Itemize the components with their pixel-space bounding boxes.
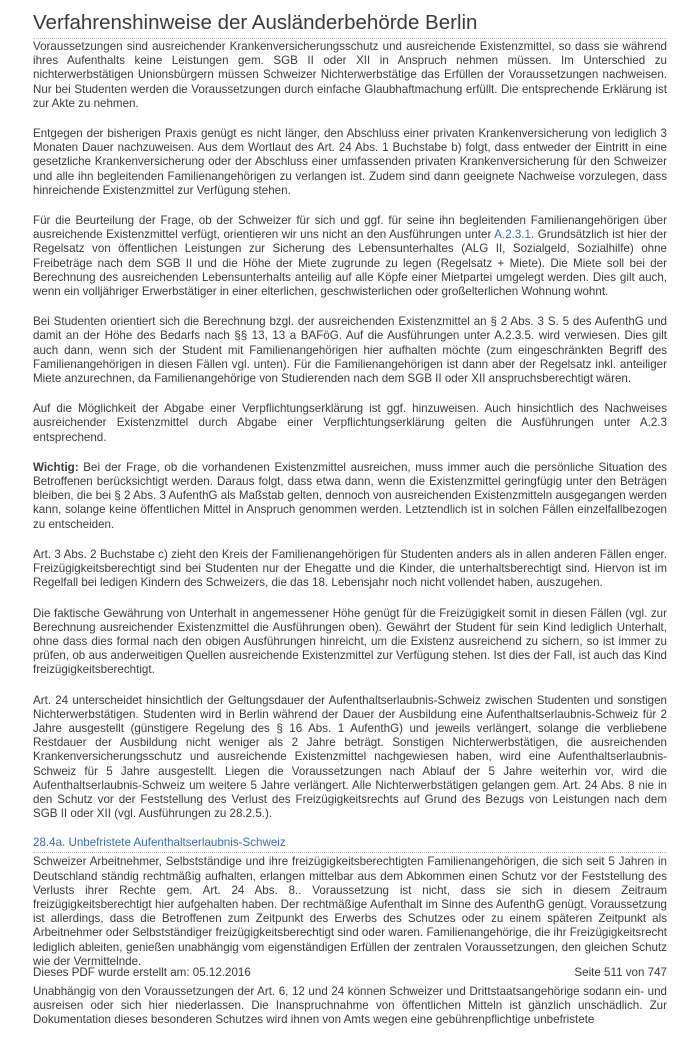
paragraph-students: Bei Studenten orientiert sich die Berechnung bzgl. der ausreichenden Existenzmittel an § 2 Abs. 3 S. 5 des AufenthG und damit an der Höhe des Bedarfs nach §§ 13, 13 a BAFöG. Auf die Ausführungen unter A.2.3.5. wird verwiesen. Dies gilt auch dann, wenn sich der Student mit Familienangehörigen hier aufhalten möchte (zum eingeschränkten Begriff des Familienangehörigen in diesen Fällen vgl. unten). Für die Familienangehörigen ist dann aber der Regelsatz inkl. anteiliger Miete anzurechnen, da Familienangehörige von Studierenden nach dem SGB II oder XII anspruchsberechtigt wären. [33,315,667,386]
paragraph-important [33,461,667,532]
paragraph-independent: Unabhängig von den Voraussetzungen der Art. 6, 12 und 24 können Schweizer und Drittstaatsangehörige sodann ein- und ausreisen oder sich hier niederlassen. Die Inanspruchnahme von öffentlichen Mitteln ist gänzlich unschädlich. Zur Dokumentation dieses besonderen Schutzes wird ihnen von Amts wegen eine gebührenpflichtige unbefristete [33,984,667,1027]
footer-created-date: Dieses PDF wurde erstellt am: 05.12.2016 [33,966,251,979]
paragraph-text: Bei der Frage, ob die vorhandenen Existenzmittel ausreichen, muss immer auch die persönliche Situation des Betroffenen berücksichtigt werden. Daraus folgt, dass etwa dann, wenn die Existenzmittel geringfügig unter den Beträgen bleiben, die bei § 2 Abs. 3 AufenthG als Maßstab gelten, dennoch von ausreichenden Existenzmitteln ausgegangen werden kann, solange keine öffentlichen Mittel in Anspruch genommen werden. Letztendlich ist in solchen Fällen einzelfallbezogen zu entscheiden. [33,460,667,531]
section-divider [33,852,667,853]
paragraph-validity: Art. 24 unterscheidet hinsichtlich der Geltungsdauer der Aufenthaltserlaubnis-Schweiz zwischen Studenten und sonstigen Nichterwerbstätigen. Studenten wird in Berlin während der Dauer der Ausbildung eine Aufenthaltserlaubnis-Schweiz für 2 Jahre ausgestellt (günstigere Regelung des § 16 Abs. 1 AufenthG) und jeweils verlängert, solange die verbliebene Restdauer der Ausbildung nicht weniger als 2 Jahre beträgt. Sonstigen Nichterwerbstätigen, die ausreichenden Krankenversicherungsschutz und ausreichende Existenzmittel nachgewiesen haben, wird eine Aufenthaltserlaubnis-Schweiz für 5 Jahre ausgestellt. Liegen die Voraussetzungen nach Ablauf der 5 Jahre weiterhin vor, wird die Aufenthaltserlaubnis-Schweiz um weitere 5 Jahre verlängert. Alle Nichterwerbstätigen gelangen gem. Art. 24 Abs. 8 nie in den Schutz vor der Feststellung des Verlust des Freizügigkeitsrechts auf Grund des Bezugs von Leistungen nach dem SGB II oder XII (vgl. Ausführungen zu 28.2.5.). [33,693,667,821]
paragraph-subsistence [33,214,667,299]
paragraph-requirements: Voraussetzungen sind ausreichender Krankenversicherungsschutz und ausreichende Existenzmittel, so dass sie während ihres Aufenthalts keine Leistungen gem. SGB II oder XII in Anspruch nehmen müssen. Im Unterschied zu nichterwerbstätigen Unionsbürgern müssen Schweizer Nichterwerbstätige das Erfüllen der Voraussetzungen nachweisen. Nur bei Studenten werden die Voraussetzungen durch einfache Glaubhaftmachung erfüllt. Die entsprechende Erklärung ist zur Akte zu nehmen. [33,40,667,110]
important-label: Wichtig: [33,460,79,474]
paragraph-unlimited-permit: Schweizer Arbeitnehmer, Selbstständige und ihre freizügigkeitsberechtigten Familienangehörigen, die sich seit 5 Jahren in Deutschland ständig rechtmäßig aufhalten, erlangen mittelbar aus dem Abkommen einen Schutz vor der Feststellung des Verlusts ihrer Rechte gem. Art. 24 Abs. 8.. Voraussetzung ist nicht, dass sie sich in diesem Zeitraum freizügigkeitsberechtigt hier aufgehalten haben. Der rechtmäßige Aufenthalt im Sinne des AufenthG genügt. Voraussetzung ist allerdings, dass die Betroffenen zum Zeitpunkt des Erwerbs des Schutzes oder zu einem späteren Zeitpunkt als Arbeitnehmer oder Selbstständiger freizügigkeitsberechtigt sind oder waren. Familienangehörige, die ihr Freizügigkeitsrecht lediglich ableiten, genießen unabhängig vom eigenständigen Erfüllen der zentralen Voraussetzungen, den gleichen Schutz wie der Vermittelnde. [33,855,667,968]
paragraph-maintenance: Die faktische Gewährung von Unterhalt in angemessener Höhe genügt für die Freizügigkeit somit in diesen Fällen (vgl. zur Berechnung ausreichender Existenzmittel die Ausführungen oben). Gewährt der Student für sein Kind lediglich Unterhalt, ohne dass dies formal nach den obigen Ausführungen hinreicht, um die Existenz ausreichend zu sichern, so ist immer zu prüfen, ob aus anderweitigen Quellen ausreichende Existenzmittel zur Verfügung stehen. Ist dies der Fall, ist auch das Kind freizügigkeitsberechtigt. [33,606,667,677]
paragraph-obligation-declaration: Auf die Möglichkeit der Abgabe einer Verpflichtungserklärung ist ggf. hinzuweisen. Auch hinsichtlich des Nachweises ausreichender Existenzmittel durch Abgabe einer Verpflichtungserklärung gelten die Ausführungen unter A.2.3 entsprechend. [33,402,667,444]
paragraph-text: Für die Beurteilung der Frage, ob der Schweizer für sich und ggf. für seine ihn begleitenden Familienangehörigen über ausreichende Existenzmittel verfügt, orientieren wir uns nicht an den Ausführungen unter [33,214,667,242]
footer-page-number: Seite 511 von 747 [574,966,667,979]
title-divider [33,38,667,39]
section-heading-28-4a: 28.4a. Unbefristete Aufenthaltserlaubnis-Schweiz [33,836,286,850]
page-title: Verfahrenshinweise der Ausländerbehörde Berlin [33,11,478,34]
paragraph-health-insurance: Entgegen der bisherigen Praxis genügt es nicht länger, den Abschluss einer privaten Krankenversicherung von lediglich 3 Monaten Dauer nachzuweisen. Aus dem Wortlaut des Art. 24 Abs. 1 Buchstabe b) folgt, dass entweder der Eintritt in eine gesetzliche Krankenversicherung oder der Abschluss einer umfassenden privaten Krankenversicherung für den Schweizer und alle ihn begleitenden Familienangehörigen zu verlangen ist. Zudem sind dann geeignete Nachweise vorzulegen, dass hinreichende Existenzmittel zur Verfügung stehen. [33,127,667,197]
paragraph-text: . Grundsätzlich ist hier der Regelsatz von öffentlichen Leistungen zur Sicherung des Lebensunterhaltes (ALG II, Sozialgeld, Sozialhilfe) ohne Freibeträge nach dem SGB II und die Höhe der Miete zugrunde zu legen (Regelsatz + Miete). Die Miete soll bei der Berechnung des ausreichenden Lebensunterhalts anteilig auf alle Köpfe einer Mietpartei umgelegt werden. Dies gilt auch, wenn ein volljähriger Erwerbstätiger in einer elterlichen, geschwisterlichen oder großelterlichen Wohnung wohnt. [33,228,667,299]
document-body [33,40,667,1044]
paragraph-family-students: Art. 3 Abs. 2 Buchstabe c) zieht den Kreis der Familienangehörigen für Studenten anders als in allen anderen Fällen enger. Freizügigkeitsberechtigt sind bei Studenten nur der Ehegatte und die Kinder, die unterhaltsberechtigt sind. Hiervon ist im Regelfall bei ledigen Kindern des Schweizers, die das 18. Lebensjahr noch nicht vollendet haben, auszugehen. [33,547,667,590]
reference-link-a-2-3-1[interactable]: A.2.3.1 [494,228,531,242]
